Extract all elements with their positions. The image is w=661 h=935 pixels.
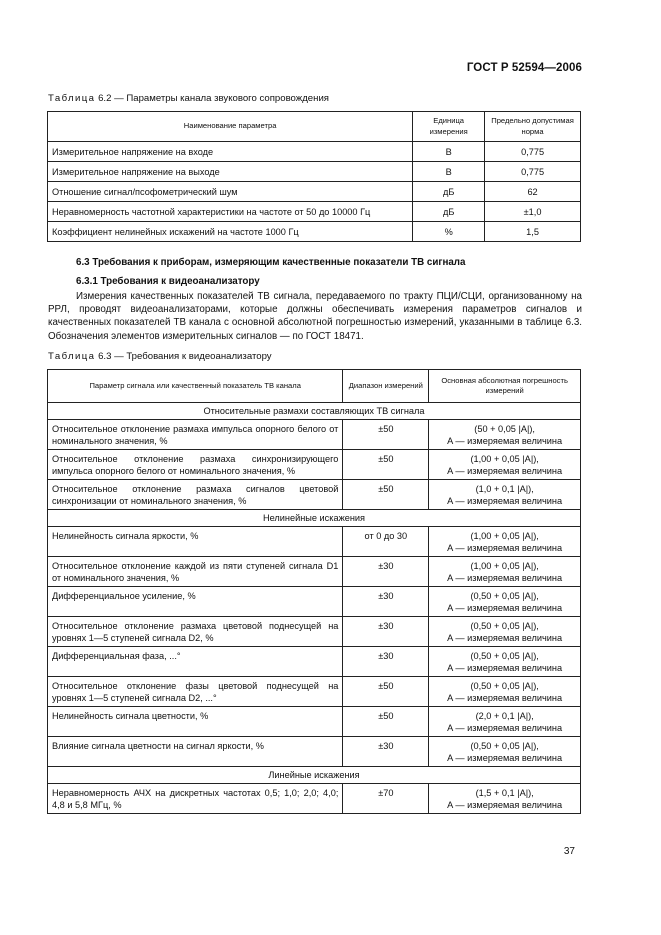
error-note: A — измеряемая величина	[447, 800, 563, 810]
range-cell: ±30	[343, 587, 429, 617]
error-formula: (0,50 + 0,05 |A|),	[470, 681, 539, 691]
parameter-name-cell: Неравномерность частотной характеристики на частоте от 50 до 10000 Гц	[48, 202, 413, 222]
range-cell: ±50	[343, 480, 429, 510]
unit-cell: В	[413, 162, 485, 182]
table-row	[48, 677, 581, 707]
error-cell	[429, 784, 581, 814]
table-row	[48, 527, 581, 557]
error-cell	[429, 527, 581, 557]
error-formula: (0,50 + 0,05 |A|),	[470, 621, 539, 631]
parameter-name-cell: Коэффициент нелинейных искажений на частоте 1000 Гц	[48, 222, 413, 242]
norm-cell: ±1,0	[485, 202, 581, 222]
unit-cell: %	[413, 222, 485, 242]
error-cell	[429, 587, 581, 617]
error-note: A — измеряемая величина	[447, 573, 563, 583]
group-title: Нелинейные искажения	[48, 510, 581, 527]
table-row	[48, 557, 581, 587]
group-title: Относительные размахи составляющих ТВ сигнала	[48, 403, 581, 420]
error-note: A — измеряемая величина	[447, 723, 563, 733]
norm-cell: 0,775	[485, 162, 581, 182]
range-cell: ±50	[343, 420, 429, 450]
column-header: Параметр сигнала или качественный показатель ТВ канала	[48, 370, 343, 403]
error-formula: (0,50 + 0,05 |A|),	[470, 741, 539, 751]
table-row	[48, 617, 581, 647]
error-note: A — измеряемая величина	[447, 693, 563, 703]
parameter-cell: Относительное отклонение размаха импульса опорного белого от номинального значения, %	[48, 420, 343, 450]
standard-designation: ГОСТ Р 52594—2006	[466, 62, 582, 74]
error-note: A — измеряемая величина	[447, 436, 563, 446]
parameter-name-cell: Отношение сигнал/псофометрический шум	[48, 182, 413, 202]
range-cell: от 0 до 30	[343, 527, 429, 557]
error-note: A — измеряемая величина	[447, 753, 563, 763]
range-cell: ±50	[343, 707, 429, 737]
error-formula: (0,50 + 0,05 |A|),	[470, 651, 539, 661]
error-cell	[429, 737, 581, 767]
range-cell: ±30	[343, 647, 429, 677]
error-cell	[429, 480, 581, 510]
section-6-3-title: 6.3 Требования к приборам, измеряющим качественные показатели ТВ сигнала	[76, 257, 466, 268]
parameter-cell: Неравномерность АЧХ на дискретных частотах 0,5; 1,0; 2,0; 4,0; 4,8 и 5,8 МГц, %	[48, 784, 343, 814]
range-cell: ±30	[343, 617, 429, 647]
error-formula: (1,00 + 0,05 |A|),	[470, 454, 539, 464]
table-row	[48, 480, 581, 510]
error-cell	[429, 617, 581, 647]
parameter-cell: Дифференциальное усиление, %	[48, 587, 343, 617]
parameter-name-cell: Измерительное напряжение на входе	[48, 142, 413, 162]
norm-cell: 62	[485, 182, 581, 202]
range-cell: ±30	[343, 557, 429, 587]
parameter-cell: Дифференциальная фаза, ...°	[48, 647, 343, 677]
caption-text: 6.2 — Параметры канала звукового сопровождения	[95, 93, 329, 104]
error-cell	[429, 420, 581, 450]
table-row	[48, 162, 581, 182]
error-formula: (1,00 + 0,05 |A|),	[470, 531, 539, 541]
section-6-3-1-body	[48, 290, 582, 343]
table-row	[48, 647, 581, 677]
caption-prefix: Таблица	[48, 351, 96, 362]
parameter-name-cell: Измерительное напряжение на выходе	[48, 162, 413, 182]
table-row	[48, 182, 581, 202]
range-cell: ±50	[343, 677, 429, 707]
range-cell: ±70	[343, 784, 429, 814]
parameter-cell: Относительное отклонение размаха цветовой поднесущей на уровнях 1—5 ступеней сигнала D2, %	[48, 617, 343, 647]
column-header: Диапазон измерений	[343, 370, 429, 403]
error-note: A — измеряемая величина	[447, 663, 563, 673]
caption-prefix: Таблица	[48, 93, 96, 104]
parameter-cell: Нелинейность сигнала цветности, %	[48, 707, 343, 737]
norm-cell: 1,5	[485, 222, 581, 242]
table-6-2	[47, 111, 581, 242]
table-6-3-caption	[48, 351, 272, 362]
error-note: A — измеряемая величина	[447, 466, 563, 476]
range-cell: ±50	[343, 450, 429, 480]
error-formula: (1,5 + 0,1 |A|),	[475, 788, 534, 798]
table-row	[48, 142, 581, 162]
error-cell	[429, 450, 581, 480]
table-row	[48, 784, 581, 814]
group-row	[48, 403, 581, 420]
table-header-row	[48, 112, 581, 142]
section-6-3-1-title: 6.3.1 Требования к видеоанализатору	[76, 276, 260, 287]
error-formula: (1,00 + 0,05 |A|),	[470, 561, 539, 571]
table-row	[48, 587, 581, 617]
norm-cell: 0,775	[485, 142, 581, 162]
parameter-cell: Относительное отклонение размаха синхронизирующего импульса опорного белого от номинального значения, %	[48, 450, 343, 480]
unit-cell: дБ	[413, 202, 485, 222]
table-header-row	[48, 370, 581, 403]
parameter-cell: Относительное отклонение размаха сигналов цветовой синхронизации от номинального значения, %	[48, 480, 343, 510]
error-note: A — измеряемая величина	[447, 543, 563, 553]
table-row	[48, 707, 581, 737]
table-row	[48, 222, 581, 242]
error-cell	[429, 557, 581, 587]
error-formula: (50 + 0,05 |A|),	[474, 424, 535, 434]
table-row	[48, 420, 581, 450]
column-header: Наименование параметра	[48, 112, 413, 142]
unit-cell: В	[413, 142, 485, 162]
error-formula: (1,0 + 0,1 |A|),	[475, 484, 534, 494]
error-note: A — измеряемая величина	[447, 496, 563, 506]
range-cell: ±30	[343, 737, 429, 767]
column-header: Предельно допустимая норма	[485, 112, 581, 142]
group-title: Линейные искажения	[48, 767, 581, 784]
table-6-3	[47, 369, 581, 814]
paragraph: Измерения качественных показателей ТВ сигнала, передаваемого по тракту ПЦИ/СЦИ, организованному на РРЛ, проводят видеоанализаторами, которые должны обеспечивать измерения параметров сигналов и качественных показателей ТВ канала с основной абсолютной погрешностью измерений, указанными в таблице 6.3. Обозначения элементов измерительных сигналов — по ГОСТ 18471.	[48, 291, 582, 342]
table-row	[48, 737, 581, 767]
table-row	[48, 202, 581, 222]
table-6-2-caption	[48, 93, 329, 104]
parameter-cell: Нелинейность сигнала яркости, %	[48, 527, 343, 557]
parameter-cell: Влияние сигнала цветности на сигнал яркости, %	[48, 737, 343, 767]
error-formula: (0,50 + 0,05 |A|),	[470, 591, 539, 601]
error-cell	[429, 647, 581, 677]
error-note: A — измеряемая величина	[447, 633, 563, 643]
group-row	[48, 767, 581, 784]
table-row	[48, 450, 581, 480]
page-number: 37	[563, 846, 575, 857]
caption-text: 6.3 — Требования к видеоанализатору	[95, 351, 272, 362]
error-note: A — измеряемая величина	[447, 603, 563, 613]
error-cell	[429, 707, 581, 737]
error-cell	[429, 677, 581, 707]
column-header: Единица измерения	[413, 112, 485, 142]
unit-cell: дБ	[413, 182, 485, 202]
error-formula: (2,0 + 0,1 |A|),	[475, 711, 534, 721]
parameter-cell: Относительное отклонение каждой из пяти ступеней сигнала D1 от номинального значения, %	[48, 557, 343, 587]
group-row	[48, 510, 581, 527]
column-header: Основная абсолютная погрешность измерений	[429, 370, 581, 403]
parameter-cell: Относительное отклонение фазы цветовой поднесущей на уровнях 1—5 ступеней сигнала D2, ...°	[48, 677, 343, 707]
